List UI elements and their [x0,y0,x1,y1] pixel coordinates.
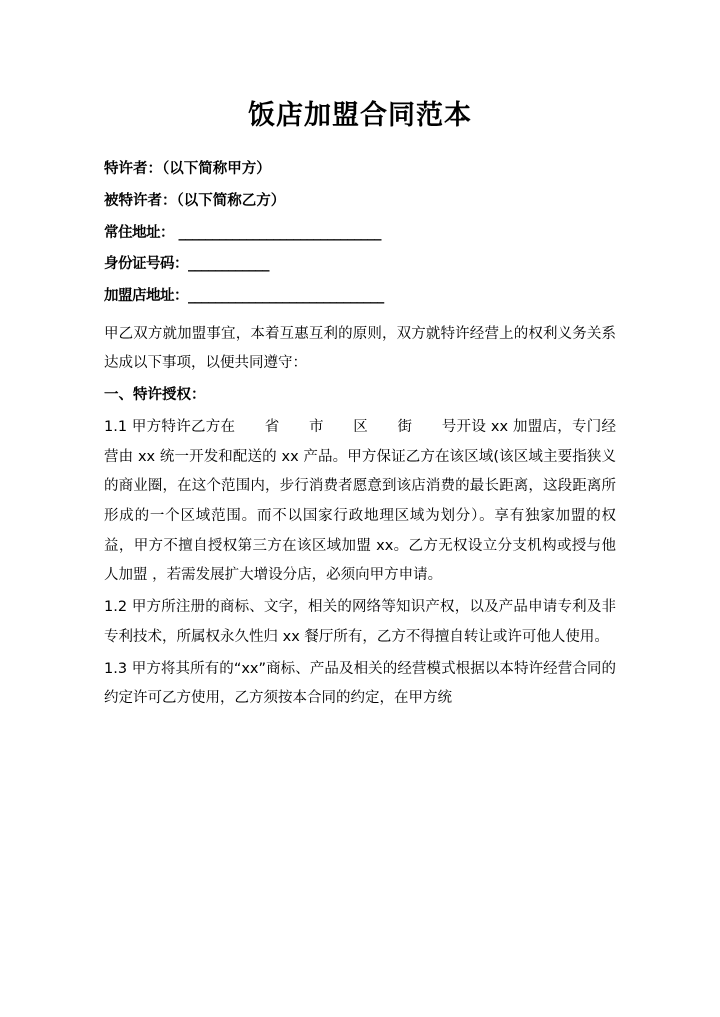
paragraph-clause-1-3: 1.3 甲方将其所有的“xx”商标、产品及相关的经营模式根据以本特许经营合同的约定许可乙方使用，乙方须按本合同的约定，在甲方统 [104,660,616,707]
paragraph-licensee: 被特许者：（以下简称乙方） [104,192,286,209]
paragraph-store-address: 加盟店地址：_____________________________ [104,287,384,304]
paragraph-preamble: 甲乙双方就加盟事宜，本着互惠互利的原则，双方就特许经营上的权利义务关系达成以下事项，以便共同遵守： [104,325,616,372]
paragraph-licensor: 特许者：（以下简称甲方） [104,161,271,178]
paragraph-address: 常住地址： ______________________________ [104,224,382,241]
paragraph-id-number: 身份证号码：____________ [104,256,269,273]
paragraph-clause-1-1: 1.1 甲方特许乙方在 省 市 区 街 号开设 xx 加盟店，专门经营由 xx 统一开发和配送的 xx 产品。甲方保证乙方在该区域(该区域主要指狭义的商业圈，在这个范围内，步行消费者愿意到该店消费的最长距离，这段距离所形成的一个区域范围。而不以国家行政地理区域为划分）。享有独家加盟的权益，甲方不擅自授权第三方在该区域加盟 xx。乙方无权设立分支机构或授与他人加盟 ，若需发展扩大增设分店，必须向甲方申请。 [104,418,616,584]
heading-section-1: 一、特许授权： [104,387,206,404]
page-title: 饭店加盟合同范本 [248,100,472,131]
paragraph-clause-1-2: 1.2 甲方所注册的商标、文字，相关的网络等知识产权，以及产品申请专利及非专利技术，所属权永久性归 xx 餐厅所有，乙方不得擅自转让或许可他人使用。 [104,599,616,645]
